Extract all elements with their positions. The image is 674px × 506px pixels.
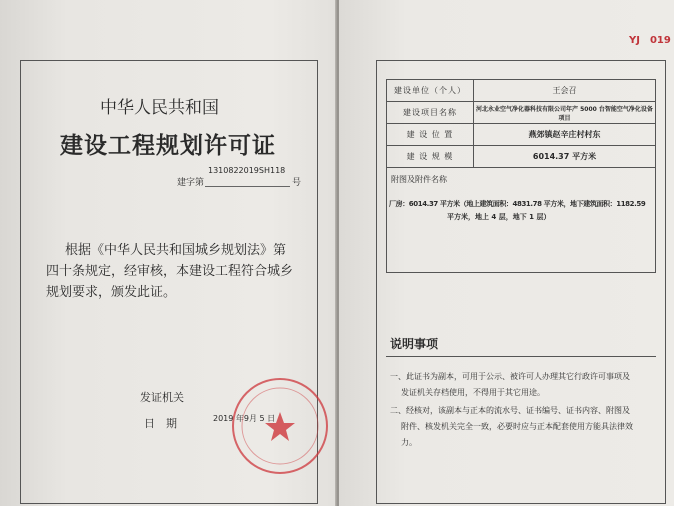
attachments-label: 附图及附件名称	[391, 175, 447, 184]
note-2-line3: 力。	[401, 438, 417, 447]
note-2-line2: 附件、核发机关完全一致，必要时应与正本配套使用方能具法律效	[401, 422, 633, 431]
note-1-line1: 一、此证书为副本，可用于公示、被许可人办理其它行政许可事项及	[390, 372, 630, 381]
issue-date: 2019 年9月 5 日	[213, 414, 276, 423]
row-value: 燕郊镇赵辛庄村村东	[474, 124, 656, 146]
issuing-authority-label: 发证机关	[140, 391, 184, 404]
table-row	[387, 146, 656, 168]
note-1-line2: 发证机关存档使用，不得用于其它用途。	[401, 388, 545, 397]
body-text-line1: 根据《中华人民共和国城乡规划法》第	[65, 243, 287, 258]
table-row	[387, 80, 656, 102]
seal-star-icon	[234, 380, 326, 472]
document-code: YJ 019	[629, 35, 671, 46]
permit-info-table	[386, 79, 656, 273]
attachments-line1: 厂房：6014.37 平方米（地上建筑面积：4831.78 平方米，地下建筑面积：1182.59	[389, 200, 646, 208]
certificate-title: 建设工程规划许可证	[60, 132, 276, 159]
row-label: 建 设 规 模	[387, 146, 474, 168]
table-row	[387, 102, 656, 124]
attachments-row	[387, 168, 656, 273]
right-page	[339, 0, 674, 506]
serial-number: 1310822019SH118	[208, 166, 286, 175]
note-2-line1: 二、经核对，该副本与正本的流水号、证书编号、证书内容、附图及	[390, 406, 630, 415]
row-value: 王会召	[474, 80, 656, 102]
official-seal	[232, 378, 328, 474]
row-label: 建设单位（个人）	[387, 80, 474, 102]
notes-title: 说明事项	[390, 337, 439, 351]
body-text-line2: 四十条规定，经审核，本建设工程符合城乡	[46, 264, 294, 279]
row-label: 建 设 位 置	[387, 124, 474, 146]
table-row	[387, 124, 656, 146]
attachments-line2: 平方米，地上 4 层，地下 1 层）	[447, 213, 551, 221]
row-label: 建设项目名称	[387, 102, 474, 124]
row-value: 河北永业空气净化器科技有限公司年产 5000 台智能空气净化设备项目	[474, 102, 656, 124]
cert-number-suffix: 号	[292, 178, 302, 188]
row-value: 6014.37 平方米	[474, 146, 656, 168]
country-name: 中华人民共和国	[100, 98, 219, 118]
body-text-line3: 规划要求，颁发此证。	[46, 285, 177, 300]
cert-number-line	[205, 186, 290, 187]
notes-divider	[386, 356, 656, 357]
attachments-cell	[387, 168, 656, 273]
date-label: 日 期	[144, 417, 177, 430]
cert-number-prefix: 建字第	[177, 178, 205, 188]
